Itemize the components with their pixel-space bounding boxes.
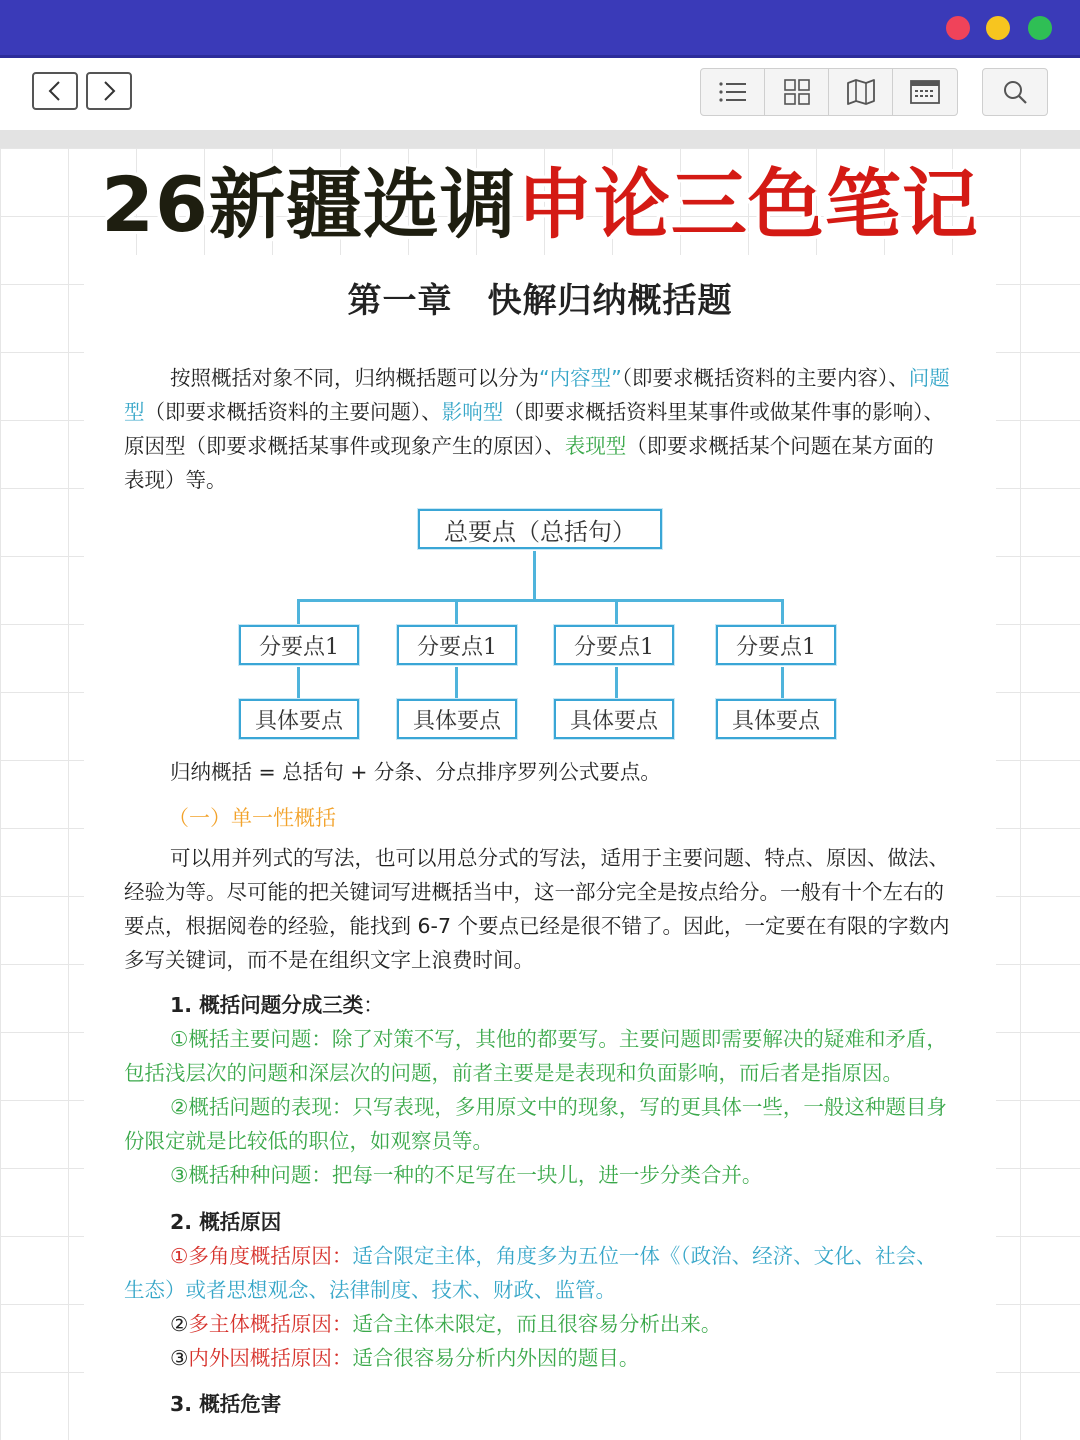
search-button[interactable] xyxy=(982,68,1048,116)
problems-item-2: ②概括问题的表现：只写表现，多用原文中的现象，写的更具体一些，一般这种题目身份限定就是比较低的职位，如观察员等。 xyxy=(124,1095,947,1153)
causes-item-3: ③内外因概括原因：适合很容易分析内外因的题目。 xyxy=(170,1346,640,1370)
diagram-connector xyxy=(533,551,536,601)
subsection-title-harms: 3. 概括危害 xyxy=(170,1392,282,1416)
subsection-title-problems: 1. 概括问题分成三类： xyxy=(170,993,384,1017)
back-button[interactable] xyxy=(32,72,78,110)
toolbar-divider xyxy=(0,130,1080,148)
diagram-connector xyxy=(455,667,458,699)
diagram-connector xyxy=(615,599,618,625)
diagram-branch-box: 分要点1 xyxy=(716,625,836,665)
diagram-detail-box: 具体要点 xyxy=(716,699,836,739)
structure-diagram xyxy=(84,505,996,745)
maximize-window-button[interactable] xyxy=(1028,16,1052,40)
diagram-connector xyxy=(297,599,300,625)
headline-part-2: 申论三色笔记 xyxy=(516,160,979,249)
diagram-detail-box: 具体要点 xyxy=(239,699,359,739)
list-view-button[interactable] xyxy=(701,69,765,115)
list-icon xyxy=(718,80,748,104)
subsection-title-causes: 2. 概括原因 xyxy=(170,1210,282,1234)
diagram-connector xyxy=(297,667,300,699)
keyword-impact-type: 影响型 xyxy=(441,400,504,424)
diagram-branch-box: 分要点1 xyxy=(554,625,674,665)
headline-part-1: 26新疆选调 xyxy=(101,160,517,249)
cover-headline xyxy=(0,160,1080,250)
causes-item-1: ①多角度概括原因：适合限定主体，角度多为五位一体《（政治、经济、文化、社会、生态）或者思想观念、法律制度、技术、财政、监管。 xyxy=(124,1244,937,1302)
minimize-window-button[interactable] xyxy=(986,16,1010,40)
calendar-view-button[interactable] xyxy=(893,69,957,115)
grid-icon xyxy=(784,79,810,105)
diagram-connector xyxy=(298,599,784,602)
window-titlebar xyxy=(0,0,1080,58)
map-icon xyxy=(846,78,876,106)
close-window-button[interactable] xyxy=(946,16,970,40)
chevron-right-icon xyxy=(100,79,118,103)
diagram-connector xyxy=(781,599,784,625)
problems-item-3: ③概括种种问题：把每一种的不足写在一块儿，进一步分类合并。 xyxy=(170,1163,763,1187)
diagram-root-box: 总要点（总括句） xyxy=(418,509,662,549)
chevron-left-icon xyxy=(46,79,64,103)
keyword-problem-type: 问题型 xyxy=(124,366,950,424)
calendar-icon xyxy=(910,79,940,105)
intro-paragraph: 按照概括对象不同，归纳概括题可以分为“内容型”（即要求概括资料的主要内容）、问题型（即要求概括资料的主要问题）、影响型（即要求概括资料里某事件或做某件事的影响）、原因型（即要求概括某事件或现象产生的原因）、表现型（即要求概括某个问题在某方面的表现）等。 xyxy=(124,366,950,492)
section-body-single: 可以用并列式的写法，也可以用总分式的写法，适用于主要问题、特点、原因、做法、经验为等。尽可能的把关键词写进概括当中，这一部分完全是按点给分。一般有十个左右的要点，根据阅卷的经验，能找到 6-7 个要点已经是很不错了。因此，一定要在有限的字数内多写关键词，而不是在组织文字上浪费时间。 xyxy=(124,846,950,972)
formula-text: 归纳概括 = 总括句 + 分条、分点排序罗列公式要点。 xyxy=(170,760,661,784)
section-title-single: （一）单一性概括 xyxy=(168,806,336,830)
diagram-branch-box: 分要点1 xyxy=(239,625,359,665)
keyword-content-type: “内容型” xyxy=(539,366,622,390)
diagram-detail-box: 具体要点 xyxy=(397,699,517,739)
keyword-manifestation-type: 表现型 xyxy=(564,434,627,458)
forward-button[interactable] xyxy=(86,72,132,110)
diagram-detail-box: 具体要点 xyxy=(554,699,674,739)
causes-item-2: ②多主体概括原因：适合主体未限定，而且很容易分析出来。 xyxy=(170,1312,722,1336)
diagram-connector xyxy=(615,667,618,699)
chapter-title: 第一章 快解归纳概括题 xyxy=(347,281,733,321)
grid-view-button[interactable] xyxy=(765,69,829,115)
toolbar xyxy=(0,58,1080,130)
document-page xyxy=(84,255,996,1440)
map-view-button[interactable] xyxy=(829,69,893,115)
diagram-branch-box: 分要点1 xyxy=(397,625,517,665)
problems-item-1: ①概括主要问题：除了对策不写，其他的都要写。主要问题即需要解决的疑难和矛盾，包括浅层次的问题和深层次的问题，前者主要是是表现和负面影响，而后者是指原因。 xyxy=(124,1027,947,1085)
diagram-connector xyxy=(455,599,458,625)
view-switcher xyxy=(700,68,958,116)
diagram-connector xyxy=(781,667,784,699)
search-icon xyxy=(1002,79,1028,105)
